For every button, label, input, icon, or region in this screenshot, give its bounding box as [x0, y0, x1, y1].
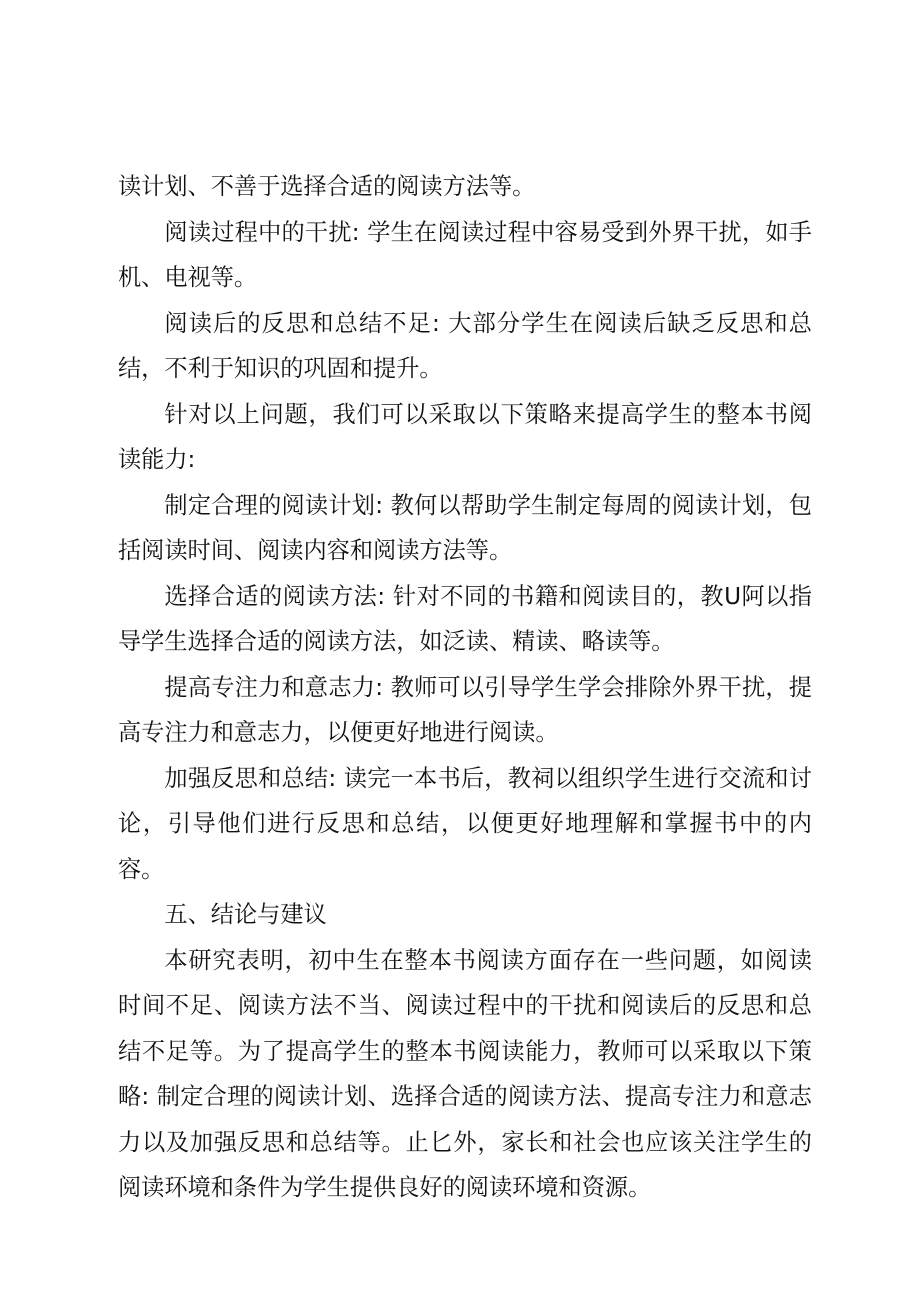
paragraph-focus-willpower: 提高专注力和意志力: 教师可以引导学生学会排除外界干扰，提高专注力和意志力，以便更好地进行阅读。: [118, 673, 812, 746]
paragraph-reflection-summary: 加强反思和总结: 读完一本书后，教祠以组织学生进行交流和讨论，引导他们进行反思和总结，以便更好地理解和掌握书中的内容。: [118, 764, 812, 883]
section-heading: 五、结论与建议: [164, 901, 327, 928]
paragraph-lack-of-reflection: 阅读后的反思和总结不足: 大部分学生在阅读后缺乏反思和总结，不利于知识的巩固和提升。: [118, 309, 812, 382]
paragraph-strategy-intro: 针对以上问题，我们可以采取以下策略来提高学生的整本书阅读能力:: [118, 400, 812, 473]
document-page: [118, 164, 812, 1211]
paragraph-reading-method: 选择合适的阅读方法: 针对不同的书籍和阅读目的，教U阿以指导学生选择合适的阅读方法，如泛读、精读、略读等。: [118, 582, 812, 655]
paragraph-reading-plan: 制定合理的阅读计划: 教何以帮助学生制定每周的阅读计划，包括阅读时间、阅读内容和阅读方法等。: [118, 491, 812, 564]
paragraph-continuation: 读计划、不善于选择合适的阅读方法等。: [118, 173, 536, 200]
paragraph-conclusion: 本研究表明，初中生在整本书阅读方面存在一些问题，如阅读时间不足、阅读方法不当、阅读过程中的干扰和阅读后的反思和总结不足等。为了提高学生的整本书阅读能力，教师可以采取以下策略: 制定合理的阅读计划、选择合适的阅读方法、提高专注力和意志力以及加强反思和总结等。止匕外，家长和社会也应该关注学生的阅读环境和条件为学生提供良好的阅读环境和资源。: [118, 946, 812, 1201]
paragraph-reading-distraction: 阅读过程中的干扰: 学生在阅读过程中容易受到外界干扰，如手机、电视等。: [118, 218, 812, 291]
